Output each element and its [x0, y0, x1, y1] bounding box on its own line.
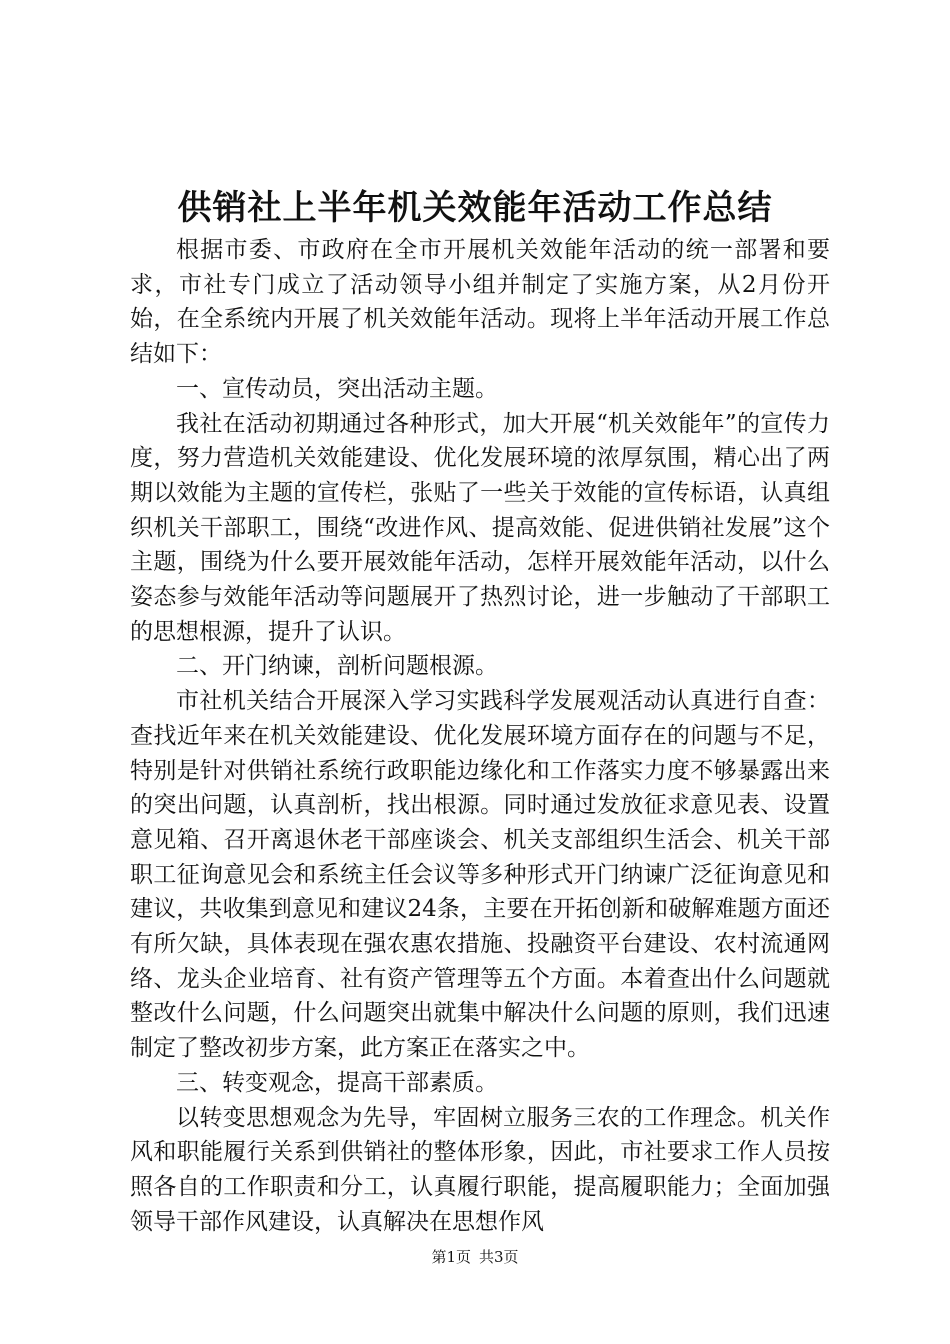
page-number: 第1页 [431, 1248, 471, 1266]
paragraph-section-3: 以转变思想观念为先导，牢固树立服务三农的工作理念。机关作风和职能履行关系到供销社的整体形象，因此，市社要求工作人员按照各自的工作职责和分工，认真履行职能，提高履职能力；全面加强领导干部作风建设，认真解决在思想作风 [130, 1104, 830, 1235]
section-heading-3: 三、转变观念，提高干部素质。 [176, 1069, 498, 1096]
paragraph-intro: 根据市委、市政府在全市开展机关效能年活动的统一部署和要求，市社专门成立了活动领导小组并制定了实施方案，从2月份开始，在全系统内开展了机关效能年活动。现将上半年活动开展工作总结如下： [130, 237, 830, 368]
paragraph-section-1: 我社在活动初期通过各种形式，加大开展“机关效能年”的宣传力度，努力营造机关效能建设、优化发展环境的浓厚氛围，精心出了两期以效能为主题的宣传栏，张贴了一些关于效能的宣传标语，认真组织机关干部职工，围绕“改进作风、提高效能、促进供销社发展”这个主题，围绕为什么要开展效能年活动，怎样开展效能年活动，以什么姿态参与效能年活动等问题展开了热烈讨论，进一步触动了干部职工的思想根源，提升了认识。 [130, 410, 830, 645]
paragraph-section-2: 市社机关结合开展深入学习实践科学发展观活动认真进行自查：查找近年来在机关效能建设、优化发展环境方面存在的问题与不足，特别是针对供销社系统行政职能边缘化和工作落实力度不够暴露出来的突出问题，认真剖析，找出根源。同时通过发放征求意见表、设置意见箱、召开离退休老干部座谈会、机关支部组织生活会、机关干部职工征询意见会和系统主任会议等多种形式开门纳谏广泛征询意见和建议，共收集到意见和建议24条，主要在开拓创新和破解难题方面还有所欠缺，具体表现在强农惠农措施、投融资平台建设、农村流通网络、龙头企业培育、社有资产管理等五个方面。本着查出什么问题就整改什么问题，什么问题突出就集中解决什么问题的原则，我们迅速制定了整改初步方案，此方案正在落实之中。 [130, 688, 830, 1062]
page-footer [0, 1247, 950, 1267]
page-total: 共3页 [479, 1248, 519, 1266]
section-heading-2: 二、开门纳谏，剖析问题根源。 [176, 653, 498, 680]
section-heading-1: 一、宣传动员，突出活动主题。 [176, 375, 498, 402]
document-title: 供销社上半年机关效能年活动工作总结 [177, 188, 773, 228]
document-body [130, 233, 830, 1239]
